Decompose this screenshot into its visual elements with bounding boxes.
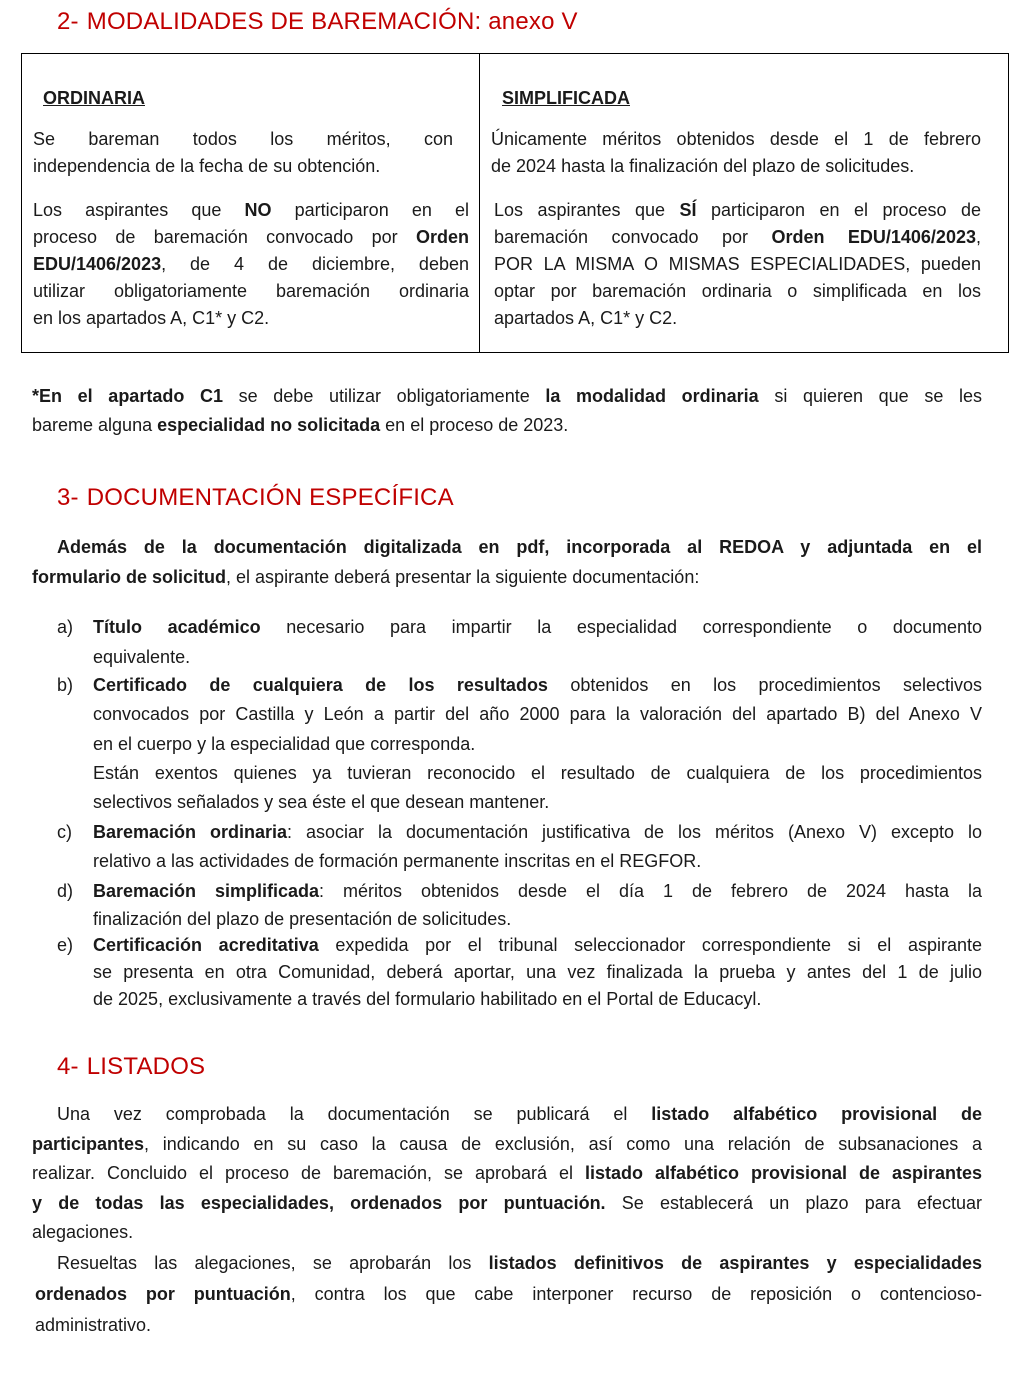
text-line: administrativo.	[35, 1315, 152, 1335]
text-bold: NO	[244, 200, 272, 220]
text-line	[93, 612, 982, 642]
text-line: en los apartados A, C1* y C2.	[33, 308, 270, 328]
text-bold: participantes	[32, 1133, 145, 1154]
text-line	[33, 224, 469, 251]
text-line	[93, 818, 982, 847]
text-line	[494, 224, 981, 251]
section-3-intro	[32, 532, 982, 592]
text-span: Una vez comprobada la documentación se publicará el	[57, 1104, 652, 1124]
text-bold: Orden	[415, 227, 469, 247]
text-line	[33, 251, 469, 278]
text-span: Resueltas las alegaciones, se aprobarán los	[57, 1253, 489, 1273]
section-title: DOCUMENTACIÓN ESPECÍFICA	[86, 484, 454, 511]
text-span: necesario para impartir la especialidad correspondiente o documento	[260, 617, 982, 637]
section-4-paragraph-1	[32, 1100, 982, 1248]
text-bold: la modalidad ordinaria	[545, 386, 759, 406]
list-item	[57, 818, 982, 876]
text-bold: ordenados por puntuación	[35, 1284, 291, 1304]
text-line	[32, 1159, 982, 1189]
list-letter: a)	[57, 617, 74, 637]
text-span: Los aspirantes que	[494, 200, 680, 220]
list-letter: d)	[57, 881, 74, 901]
text-span: participaron en el proceso de	[696, 200, 981, 220]
text-bold: y de todas las especialidades, ordenados por puntuación.	[32, 1192, 606, 1213]
list-letter: c)	[57, 822, 72, 842]
text-line	[32, 562, 982, 592]
section-number: 4-	[57, 1053, 79, 1080]
text-bold: EDU/1406/2023	[33, 254, 162, 274]
section-3-heading	[57, 484, 454, 512]
text-span: Se establecerá un plazo para efectuar	[605, 1192, 982, 1213]
list-item-body	[93, 932, 982, 1013]
list-letter: b)	[57, 675, 74, 695]
text-bold: especialidad no solicitada	[157, 415, 381, 435]
text-span: bareme alguna	[32, 415, 158, 435]
text-line	[35, 1279, 982, 1310]
text-span: , de 4 de diciembre, deben	[161, 254, 469, 274]
footnote	[32, 382, 982, 440]
ordinaria-column	[22, 54, 480, 352]
text-line	[32, 1100, 982, 1130]
section-number: 2-	[57, 8, 79, 35]
ordinaria-paragraph-1	[33, 126, 453, 180]
text-line: de 2025, exclusivamente a través del formulario habilitado en el Portal de Educacyl.	[93, 989, 762, 1009]
simplificada-title: SIMPLIFICADA	[502, 88, 630, 108]
text-line	[35, 1248, 982, 1279]
text-bold: Título académico	[93, 617, 261, 637]
simplificada-paragraph-1	[491, 126, 981, 180]
text-line: relativo a las actividades de formación permanente inscritas en el REGFOR.	[93, 851, 702, 871]
text-bold: formulario de solicitud	[32, 567, 227, 587]
text-bold: SÍ	[679, 200, 697, 220]
text-line: utilizar obligatoriamente baremación ordinaria	[33, 281, 469, 301]
text-span: : méritos obtenidos desde el día 1 de febrero de 2024 hasta la	[319, 881, 982, 901]
text-line	[494, 197, 981, 224]
text-line	[32, 1189, 982, 1219]
text-bold: Orden EDU/1406/2023	[771, 227, 976, 247]
text-bold: listado alfabético provisional de	[651, 1104, 982, 1124]
text-bold: Baremación ordinaria	[93, 822, 288, 842]
list-item-body	[93, 671, 982, 817]
list-item-body	[93, 877, 982, 933]
text-line: POR LA MISMA O MISMAS ESPECIALIDADES, pueden	[494, 254, 981, 274]
text-span: se debe utilizar obligatoriamente	[222, 386, 546, 406]
text-span: en el proceso de 2023.	[380, 415, 569, 435]
list-item	[57, 671, 982, 819]
simplificada-paragraph-2	[494, 197, 981, 332]
modalities-table	[21, 53, 1009, 353]
text-span: , indicando en su caso la causa de exclusión, así como una relación de subsanaciones a	[144, 1133, 982, 1154]
simplificada-column	[480, 54, 1008, 352]
text-bold: Además de la documentación digitalizada en pdf, incorporada al REDOA y adjuntada en el	[57, 537, 982, 557]
section-4-heading	[57, 1053, 205, 1081]
text-line	[93, 932, 982, 959]
text-line: alegaciones.	[32, 1222, 134, 1242]
text-line	[32, 411, 982, 440]
text-line: se presenta en otra Comunidad, deberá aportar, una vez finalizada la prueba y antes del 1 de julio	[93, 962, 982, 982]
list-item-body	[93, 818, 982, 876]
text-bold: Certificación acreditativa	[93, 935, 319, 955]
text-span: participaron en el	[271, 200, 469, 220]
text-line: convocados por Castilla y León a partir del año 2000 para la valoración del apartado B) del Anexo V	[93, 704, 982, 725]
section-title: LISTADOS	[86, 1053, 206, 1080]
text-span: obtenidos en los procedimientos selectivos	[547, 675, 982, 695]
text-line	[93, 877, 982, 905]
list-item	[57, 612, 982, 672]
text-line	[33, 197, 469, 224]
text-span: baremación convocado por	[494, 227, 772, 247]
text-span: , contra los que cabe interponer recurso de reposición o contencioso-	[290, 1284, 982, 1304]
text-line: Están exentos quienes ya tuvieran reconocido el resultado de cualquiera de los procedimientos	[93, 762, 982, 783]
text-span: realizar. Concluido el proceso de baremación, se aprobará el	[32, 1163, 586, 1183]
text-bold: listados definitivos de aspirantes y especialidades	[488, 1253, 982, 1273]
text-bold: listado alfabético provisional de aspirantes	[585, 1163, 983, 1183]
list-letter: e)	[57, 935, 74, 955]
text-span: , el aspirante deberá presentar la siguiente documentación:	[226, 567, 700, 587]
text-span: proceso de baremación convocado por	[33, 227, 416, 247]
list-item	[57, 877, 982, 933]
text-line: independencia de la fecha de su obtención.	[33, 156, 381, 176]
text-line: selectivos señalados y sea éste el que desean mantener.	[93, 792, 550, 813]
ordinaria-paragraph-2	[33, 197, 469, 332]
text-bold: Baremación simplificada	[93, 881, 320, 901]
text-span: expedida por el tribunal seleccionador correspondiente si el aspirante	[318, 935, 982, 955]
text-bold: *En el apartado C1	[32, 386, 223, 406]
list-item-body	[93, 612, 982, 672]
text-bold: Certificado de cualquiera de los resultados	[93, 675, 548, 695]
ordinaria-title: ORDINARIA	[43, 88, 145, 108]
text-line: equivalente.	[93, 647, 191, 667]
list-item	[57, 932, 982, 1016]
text-span: si quieren que se les	[758, 386, 983, 406]
text-line: Se bareman todos los méritos, con	[33, 129, 453, 149]
section-4-paragraph-2	[35, 1248, 982, 1341]
text-line	[32, 532, 982, 562]
text-line	[93, 671, 982, 700]
text-line: apartados A, C1* y C2.	[494, 308, 678, 328]
section-title: MODALIDADES DE BAREMACIÓN: anexo V	[86, 8, 578, 35]
text-span: Los aspirantes que	[33, 200, 245, 220]
text-line: Únicamente méritos obtenidos desde el 1 de febrero	[491, 129, 981, 149]
text-line: de 2024 hasta la finalización del plazo de solicitudes.	[491, 156, 915, 176]
text-line	[32, 382, 982, 411]
section-2-heading	[57, 8, 578, 36]
text-span: : asociar la documentación justificativa de los méritos (Anexo V) excepto lo	[287, 822, 983, 842]
text-line: optar por baremación ordinaria o simplificada en los	[494, 281, 981, 301]
text-line: finalización del plazo de presentación de solicitudes.	[93, 909, 512, 929]
text-line: en el cuerpo y la especialidad que corresponda.	[93, 733, 476, 754]
text-span: ,	[975, 227, 981, 247]
text-line	[32, 1130, 982, 1160]
section-number: 3-	[57, 484, 79, 511]
